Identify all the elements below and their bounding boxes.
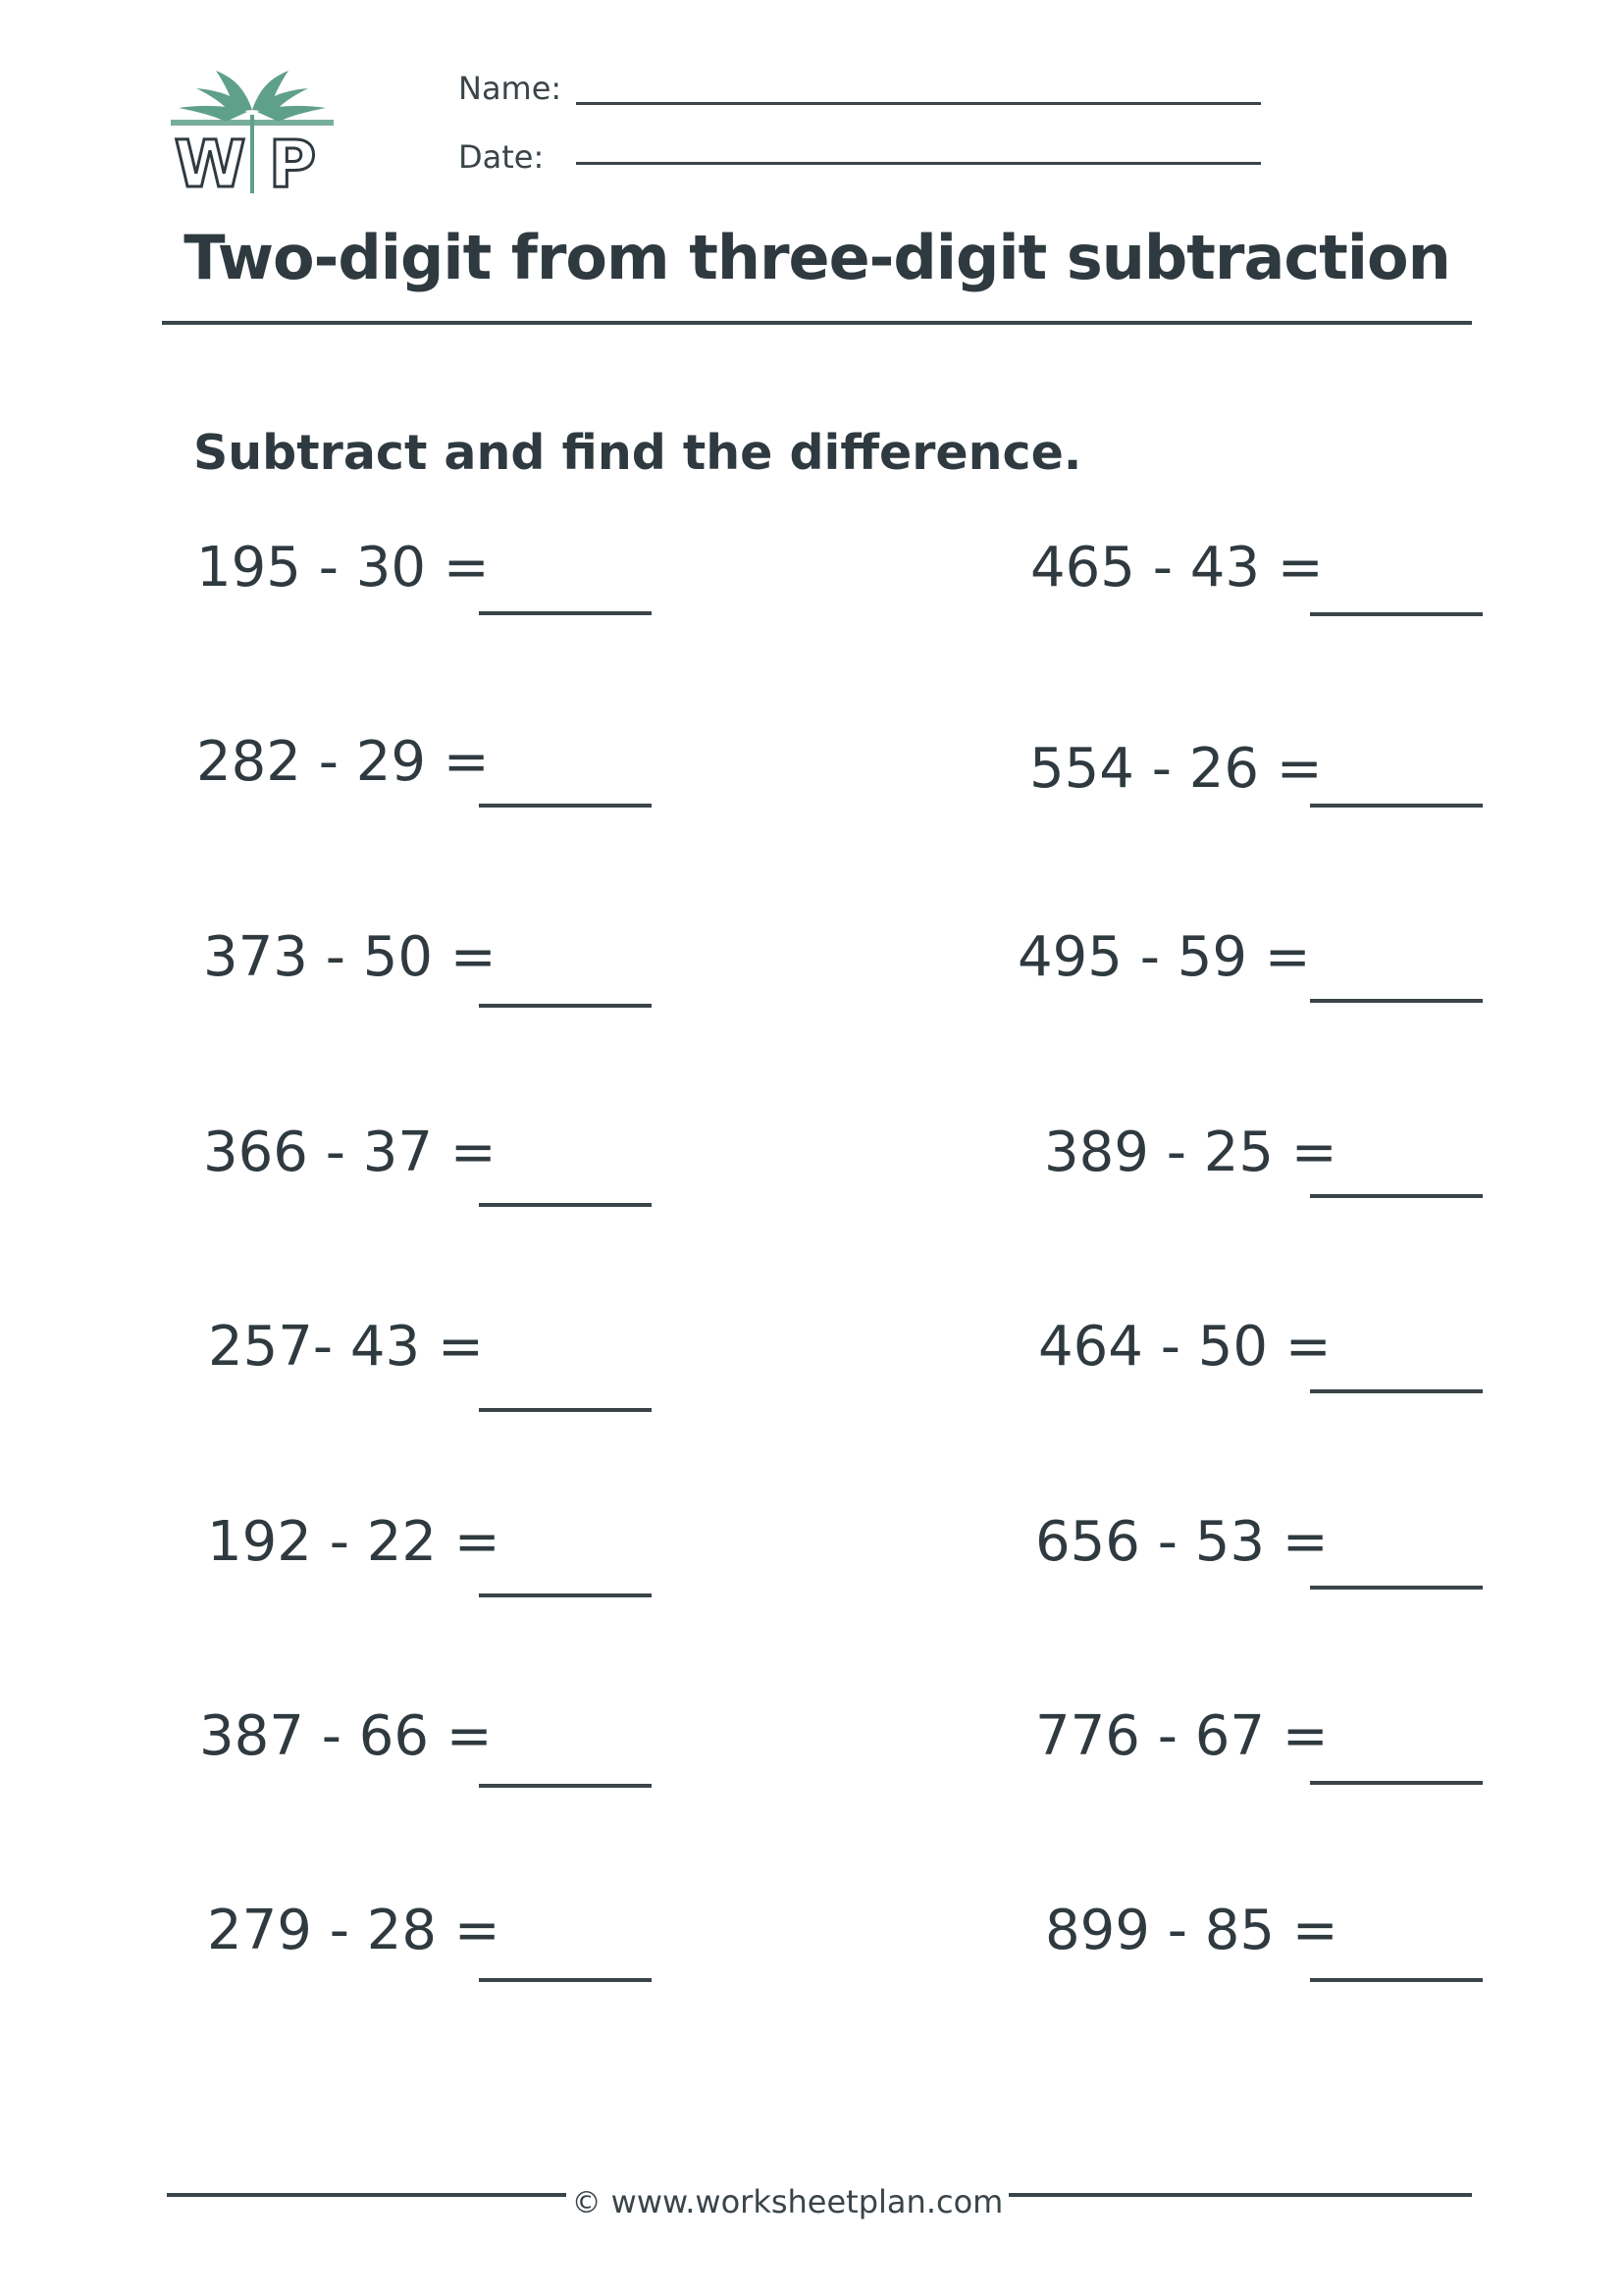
worksheet-title: Two-digit from three-digit subtraction xyxy=(183,222,1450,293)
answer-blank[interactable] xyxy=(1310,1586,1483,1590)
problem-expression: 387 - 66 = xyxy=(199,1704,493,1768)
answer-blank[interactable] xyxy=(479,1784,652,1788)
date-label: Date: xyxy=(458,138,545,176)
title-divider xyxy=(162,321,1472,325)
answer-blank[interactable] xyxy=(1310,1194,1483,1198)
answer-blank[interactable] xyxy=(479,1004,652,1008)
problem-expression: 656 - 53 = xyxy=(1035,1510,1329,1574)
problem-expression: 192 - 22 = xyxy=(207,1510,500,1574)
problem-expression: 389 - 25 = xyxy=(1044,1121,1337,1184)
problem-left-1 xyxy=(0,536,812,619)
name-field[interactable] xyxy=(576,102,1261,105)
problem-right-5 xyxy=(812,1315,1624,1398)
problem-right-6 xyxy=(812,1510,1624,1593)
answer-blank[interactable] xyxy=(479,1408,652,1412)
problem-left-7 xyxy=(0,1704,812,1788)
problem-right-2 xyxy=(812,737,1624,820)
answer-blank[interactable] xyxy=(1310,804,1483,808)
answer-blank[interactable] xyxy=(1310,1978,1483,1982)
answer-blank[interactable] xyxy=(1310,999,1483,1003)
footer xyxy=(0,2183,1624,2220)
problem-left-8 xyxy=(0,1899,812,1982)
problem-left-5 xyxy=(0,1315,812,1398)
answer-blank[interactable] xyxy=(479,1978,652,1982)
answer-blank[interactable] xyxy=(479,1593,652,1597)
problem-right-1 xyxy=(812,536,1624,619)
problem-right-8 xyxy=(812,1899,1624,1982)
worksheetplan-logo xyxy=(167,61,339,198)
problem-expression: 495 - 59 = xyxy=(1018,925,1311,989)
problem-left-2 xyxy=(0,730,812,813)
problem-expression: 899 - 85 = xyxy=(1045,1899,1338,1962)
name-label: Name: xyxy=(458,70,562,107)
problem-expression: 776 - 67 = xyxy=(1035,1704,1329,1768)
problem-right-7 xyxy=(812,1704,1624,1788)
svg-text:P: P xyxy=(268,127,317,198)
problem-expression: 195 - 30 = xyxy=(196,536,490,600)
problem-expression: 464 - 50 = xyxy=(1038,1315,1332,1379)
problem-expression: 366 - 37 = xyxy=(203,1121,497,1184)
answer-blank[interactable] xyxy=(479,1203,652,1207)
problem-expression: 279 - 28 = xyxy=(207,1899,500,1962)
answer-blank[interactable] xyxy=(1310,612,1483,616)
problem-expression: 257- 43 = xyxy=(208,1315,484,1379)
instruction-text: Subtract and find the difference. xyxy=(193,425,1082,481)
problem-right-3 xyxy=(812,925,1624,1009)
problem-right-4 xyxy=(812,1121,1624,1204)
website-link[interactable]: www.worksheetplan.com xyxy=(610,2183,1004,2220)
problem-left-6 xyxy=(0,1510,812,1593)
problem-expression: 554 - 26 = xyxy=(1029,737,1323,801)
svg-text:W: W xyxy=(174,127,246,198)
answer-blank[interactable] xyxy=(479,804,652,808)
problem-expression: 282 - 29 = xyxy=(196,730,490,794)
problem-expression: 465 - 43 = xyxy=(1030,536,1324,600)
date-field[interactable] xyxy=(576,162,1261,165)
answer-blank[interactable] xyxy=(1310,1389,1483,1393)
problem-left-3 xyxy=(0,925,812,1009)
problem-left-4 xyxy=(0,1121,812,1204)
copyright-icon: © xyxy=(571,2186,602,2220)
answer-blank[interactable] xyxy=(479,611,652,615)
problem-expression: 373 - 50 = xyxy=(203,925,497,989)
answer-blank[interactable] xyxy=(1310,1781,1483,1785)
